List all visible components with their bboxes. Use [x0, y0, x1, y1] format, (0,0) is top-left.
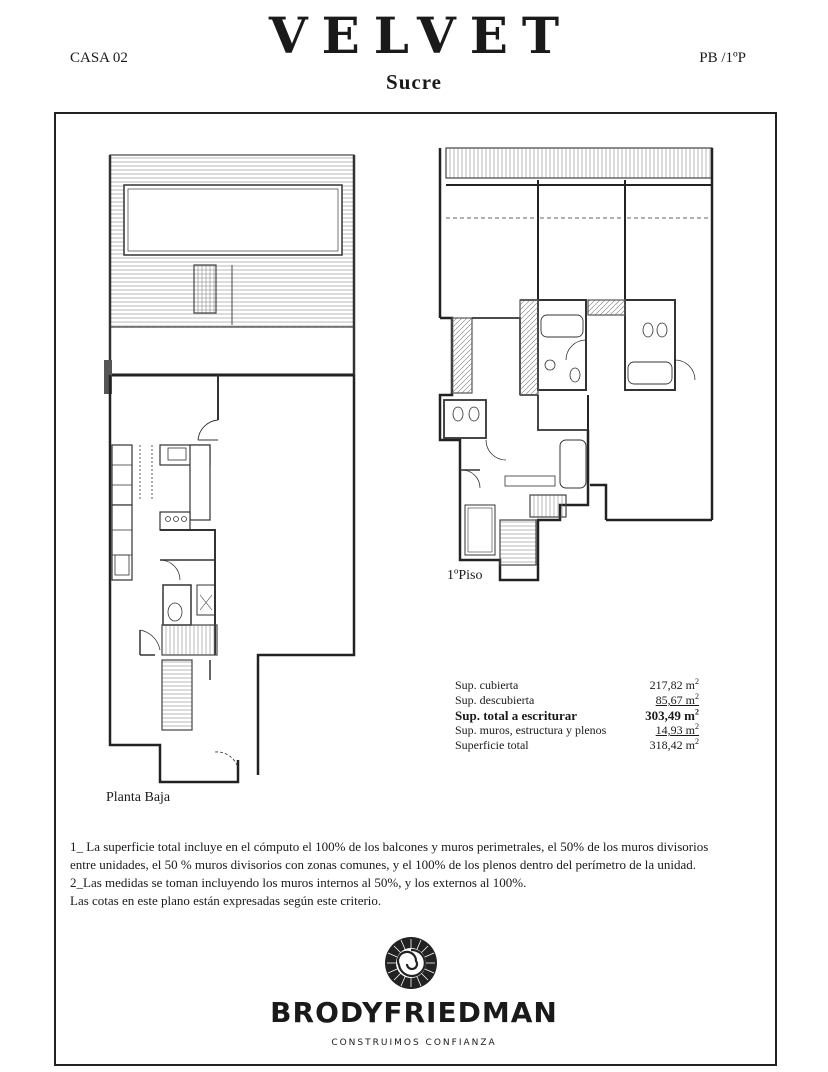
bathtub-3	[560, 440, 586, 488]
area-value: 85,67 $m^2$	[655, 692, 699, 707]
bathroom-2	[625, 300, 675, 390]
closet-1	[452, 318, 472, 393]
area-row-total	[455, 738, 699, 753]
area-row-total-deed	[455, 708, 699, 723]
area-label: Sup. total a escriturar	[455, 708, 578, 723]
ground-pool-steps	[194, 265, 216, 313]
powder-room	[163, 585, 191, 625]
ground-floor-plan	[104, 155, 354, 782]
note-line: 1_ La superficie total incluye en el cómputo el 100% de los balcones y muros perimetrales, el 50% de los muros divisorios	[70, 839, 709, 854]
area-label: Sup. muros, estructura y plenos	[455, 723, 607, 737]
note-line: Las cotas en este plano están expresadas según este criterio.	[70, 893, 382, 908]
bathtub-1	[541, 315, 583, 337]
area-value: 318,42 $m^2$	[649, 737, 699, 752]
area-value: 303,49 $m^2$	[645, 707, 699, 723]
ground-stair-lower	[162, 660, 192, 730]
toilet	[168, 603, 182, 621]
area-row-walls	[455, 723, 699, 738]
bathtub-2	[628, 362, 672, 384]
first-floor-label: 1ºPiso	[447, 568, 483, 583]
unit-label: CASA 02	[70, 50, 128, 66]
pool	[124, 185, 342, 255]
first-floor-balcony	[446, 148, 712, 178]
ground-floor-label: Planta Baja	[106, 790, 171, 805]
first-floor-stair	[500, 520, 536, 565]
ground-stair-upper	[162, 625, 217, 655]
area-row-uncovered	[455, 693, 699, 708]
shell-logo-icon	[383, 935, 439, 991]
note-line: entre unidades, el 50 % muros divisorios con zonas comunes, y el 100% de los plenos dentro del perímetro de la unidad.	[70, 857, 697, 872]
notes-block	[70, 838, 760, 910]
project-subtitle: Sucre	[386, 70, 442, 94]
note-line: 2_Las medidas se toman incluyendo los muros internos al 50%, y los externos al 100%.	[70, 875, 527, 890]
area-value: 14,93 $m^2$	[655, 722, 699, 737]
area-label: Sup. cubierta	[455, 678, 519, 692]
area-table	[455, 678, 699, 753]
area-label: Superficie total	[455, 738, 529, 752]
area-row-covered	[455, 678, 699, 693]
area-value: 217,82 $m^2$	[649, 677, 699, 692]
company-tagline: CONSTRUIMOS CONFIANZA	[331, 1038, 497, 1048]
bathroom-1	[538, 300, 586, 390]
floors-label: PB /1ºP	[699, 50, 746, 66]
bathroom-3	[444, 400, 486, 438]
first-floor-plan	[440, 148, 712, 580]
area-label: Sup. descubierta	[455, 693, 535, 707]
project-title: VELVET	[268, 6, 574, 65]
kitchen-counter-left	[112, 445, 132, 505]
company-name: BRODYFRIEDMAN	[270, 996, 558, 1029]
washbasin	[197, 585, 215, 615]
